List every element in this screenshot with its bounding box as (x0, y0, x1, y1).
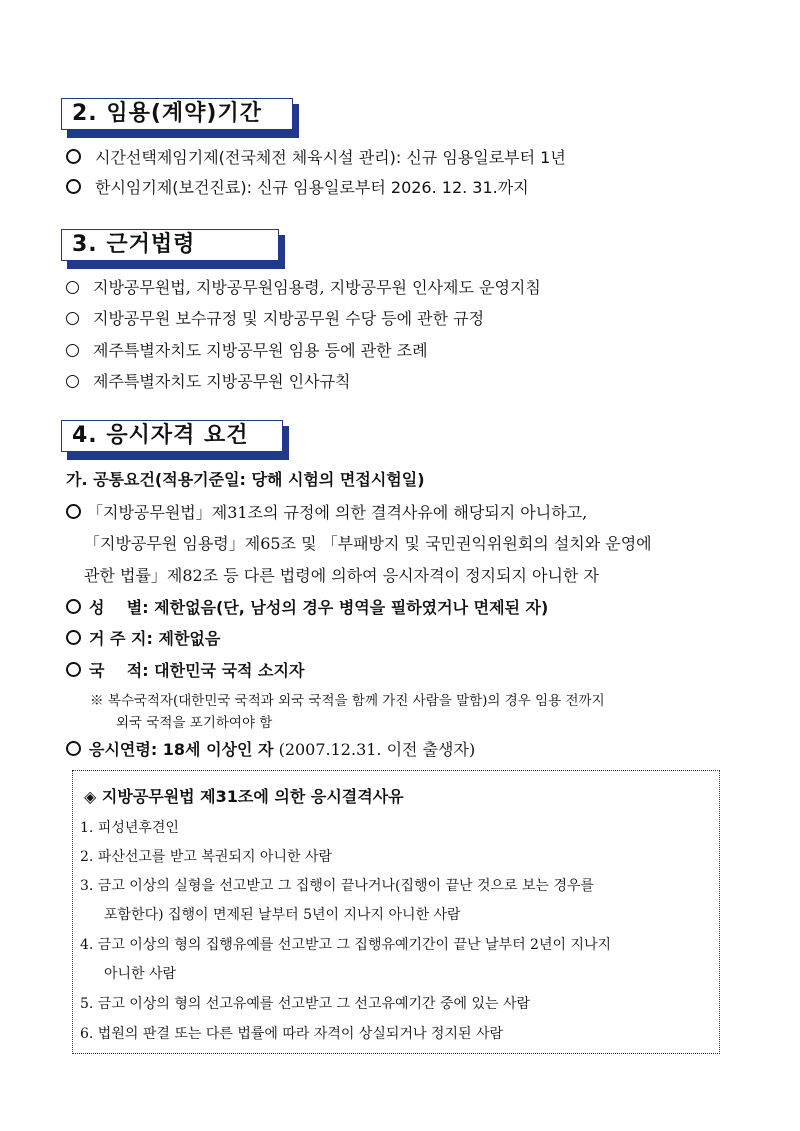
box-line: 6. 법원의 판결 또는 다른 법률에 따라 자격이 상실되거나 정지된 사람 (80, 1026, 504, 1042)
note-line: 외국 국적을 포기하여야 함 (116, 715, 273, 731)
paragraph-line: 「지방공무원 임용령」제65조 및 「부패방지 및 국민권익위원회의 설치와 운영에 (84, 534, 652, 553)
circle-bullet-icon (66, 149, 81, 164)
box-line: 4. 금고 이상의 형의 집행유예를 선고받고 그 집행유예기간이 끝난 날부터 2년이 지나지 (80, 937, 612, 953)
section-heading-period (61, 98, 293, 132)
circle-bullet-icon (66, 375, 79, 388)
age-requirement: 응시연령: 18세 이상인 자 (2007.12.31. 이전 출생자) (66, 739, 475, 761)
section-title: 3. 근거법령 (61, 229, 279, 261)
list-item: 지방공무원법, 지방공무원임용령, 지방공무원 인사제도 운영지침 (66, 277, 541, 299)
circle-bullet-icon (66, 312, 79, 325)
circle-bullet-icon (66, 281, 79, 294)
circle-bullet-icon (66, 179, 81, 194)
box-line: 5. 금고 이상의 형의 선고유예를 선고받고 그 선고유예기간 중에 있는 사람 (80, 996, 531, 1012)
list-item: 한시임기제(보건진료): 신규 임용일로부터 2026. 12. 31.까지 (66, 177, 529, 199)
note-line: ※ 복수국적자(대한민국 국적과 외국 국적을 함께 가진 사람을 말함)의 경우 임용 전까지 (90, 693, 605, 709)
list-item: 시간선택제임기제(전국체전 체육시설 관리): 신규 임용일로부터 1년 (66, 147, 566, 169)
box-line: 아니한 사람 (104, 966, 177, 982)
paragraph-line: 「지방공무원법」제31조의 규정에 의한 결격사유에 해당되지 아니하고, (66, 502, 587, 524)
list-item: 제주특별자치도 지방공무원 임용 등에 관한 조례 (66, 340, 428, 362)
circle-bullet-icon (66, 662, 81, 677)
gender-requirement: 성 별: 제한없음(단, 남성의 경우 병역을 필하였거나 면제된 자) (66, 597, 548, 619)
box-line: 2. 파산선고를 받고 복권되지 아니한 사람 (80, 849, 332, 865)
section-title: 4. 응시자격 요건 (61, 420, 283, 452)
sub-heading: 가. 공통요건(적용기준일: 당해 시험의 면접시험일) (66, 470, 425, 489)
circle-bullet-icon (66, 630, 81, 645)
circle-bullet-icon (66, 344, 79, 357)
circle-bullet-icon (66, 741, 81, 756)
circle-bullet-icon (66, 504, 81, 519)
box-title: ◈ 지방공무원법 제31조에 의한 응시결격사유 (84, 787, 404, 806)
list-item: 제주특별자치도 지방공무원 인사규칙 (66, 371, 350, 393)
paragraph-line: 관한 법률」제82조 등 다른 법령에 의하여 응시자격이 정지되지 아니한 자 (84, 566, 599, 585)
section-heading-law (61, 229, 279, 263)
list-item: 지방공무원 보수규정 및 지방공무원 수당 등에 관한 규정 (66, 308, 484, 330)
box-line: 포함한다) 집행이 면제된 날부터 5년이 지나지 아니한 사람 (104, 907, 461, 923)
section-title: 2. 임용(계약)기간 (61, 98, 293, 130)
section-heading-eligibility (61, 420, 283, 454)
box-line: 3. 금고 이상의 실형을 선고받고 그 집행이 끝나거나(집행이 끝난 것으로 보는 경우를 (80, 878, 595, 894)
nationality-requirement: 국 적: 대한민국 국적 소지자 (66, 660, 304, 682)
residence-requirement: 거 주 지: 제한없음 (66, 628, 220, 650)
circle-bullet-icon (66, 599, 81, 614)
box-line: 1. 피성년후견인 (80, 820, 179, 836)
